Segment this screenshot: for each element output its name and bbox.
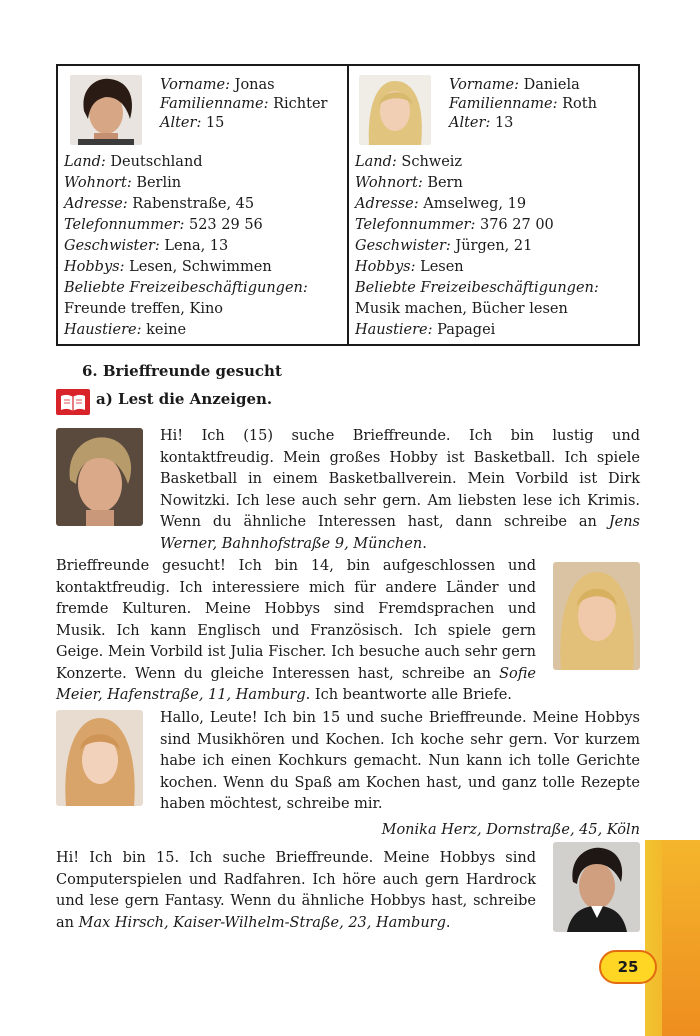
value: Amselweg, 19 [423,196,527,212]
profile-head [449,76,597,133]
ad-monika [160,708,640,841]
label: Geschwister: [64,238,160,254]
label: Land: [355,154,397,170]
page-edge-stripe-inner [662,840,700,1036]
label: Hobbys: [355,259,416,275]
label: Wohnort: [64,175,132,191]
label: Wohnort: [355,175,423,191]
ad-text: Hallo, Leute! Ich bin 15 und suche Brieffreunde. Meine Hobbys sind Musikhören und Kochen. Ich koche sehr gern. Vor kurzem habe ich einen Kochkurs gemacht. Nun kann ich tolle Gerichte kochen. Wenn du Spaß am Kochen hast, und ganz tolle Rezepte haben möchtest, schreibe mir. [160,710,640,812]
value: Schweiz [401,154,463,170]
value: Lena, 13 [164,238,229,254]
label: Geschwister: [355,238,451,254]
open-book-icon [56,389,90,415]
value: Lesen [420,259,464,275]
ad-text: Brieffreunde gesucht! Ich bin 14, bin aufgeschlossen und kontaktfreudig. Ich interessiere mich für andere Länder und fremde Kulturen. Meine Hobbys sind Fremdsprachen und Musik. Ich kann Englisch und Französisch. Ich spiele gern Geige. Mein Vorbild ist Julia Fischer. Ich besuche auch sehr gern Konzerte. Wenn du gleiche Interessen hast, schreibe an [56,558,536,682]
label: Familienname: [449,96,558,112]
value: 376 27 00 [479,217,554,233]
label: Alter: [449,115,491,131]
daniela-photo [359,75,431,145]
ad-address: Sofie Meier, Hafenstraße, 11, Hamburg [56,665,536,703]
jonas-photo [70,75,142,145]
ad-end: . [422,535,427,552]
ad-address: Jens Werner, Bahnhofstraße 9, München [160,514,640,552]
page-number: 25 [599,950,657,984]
ad-text: Hi! Ich (15) suche Brieffreunde. Ich bin lustig und kontaktfreudig. Mein großes Hobby ist Basketball. Ich spiele Basketball in einem Basketballverein. Mein Vorbild ist Dirk Nowitzki. Ich lese auch sehr gern. Am liebsten lese ich Krimis. Wenn du ähnliche Interessen hast, dann schreibe an [160,428,640,530]
ad-max [56,848,536,934]
value: Daniela [523,77,580,93]
sofie-photo [553,562,640,670]
label: Telefonnummer: [355,217,476,233]
value: Bern [427,175,463,191]
label: Vorname: [160,77,231,93]
exercise-subtitle: a) Lest die Anzeigen. [96,390,273,408]
value: Deutschland [110,154,203,170]
profile-body [355,152,634,341]
ad-signature: Monika Herz, Dornstraße, 45, Köln [381,821,640,838]
jens-photo [56,428,143,526]
value: Rabenstraße, 45 [132,196,255,212]
profile-body [64,152,343,341]
value: Roth [562,96,597,112]
value: keine [146,322,187,338]
value: Freunde treffen, Kino [64,301,224,317]
ad-text: Hi! Ich bin 15. Ich suche Brieffreunde. Meine Hobbys sind Computerspielen und Radfahren. Ich höre auch gern Hardrock und lese gern Fantasy. Wenn du ähnliche Hobbys hast, schreibe an [56,850,536,931]
value: Musik machen, Bücher lesen [355,301,568,317]
ad-jens [160,426,640,555]
value: Papagei [437,322,496,338]
value: Lesen, Schwimmen [129,259,272,275]
max-photo [553,842,640,932]
label: Vorname: [449,77,520,93]
label: Adresse: [355,196,419,212]
label: Beliebte Freizeibeschäftigungen: [355,280,599,296]
label: Hobbys: [64,259,125,275]
label: Haustiere: [64,322,142,338]
label: Land: [64,154,106,170]
value: 523 29 56 [188,217,263,233]
value: Jürgen, 21 [455,238,533,254]
value: Richter [273,96,328,112]
label: Familienname: [160,96,269,112]
exercise-title: 6. Brieffreunde gesucht [82,362,282,380]
value: 15 [205,115,225,131]
label: Alter: [160,115,202,131]
profile-head [160,76,327,133]
label: Adresse: [64,196,128,212]
ad-address: Max Hirsch, Kaiser-Wilhelm-Straße, 23, Hamburg [78,914,446,931]
ad-end: . Ich beantworte alle Briefe. [305,687,512,703]
value: Jonas [234,77,275,93]
monika-photo [56,710,143,806]
ad-sofie [56,556,536,707]
label: Beliebte Freizeibeschäftigungen: [64,280,308,296]
value: Berlin [136,175,182,191]
label: Telefonnummer: [64,217,185,233]
ad-end: . [445,914,451,931]
profile-table [56,64,640,346]
value: 13 [494,115,514,131]
profile-card-jonas [58,66,349,344]
label: Haustiere: [355,322,433,338]
profile-card-daniela [349,66,638,344]
